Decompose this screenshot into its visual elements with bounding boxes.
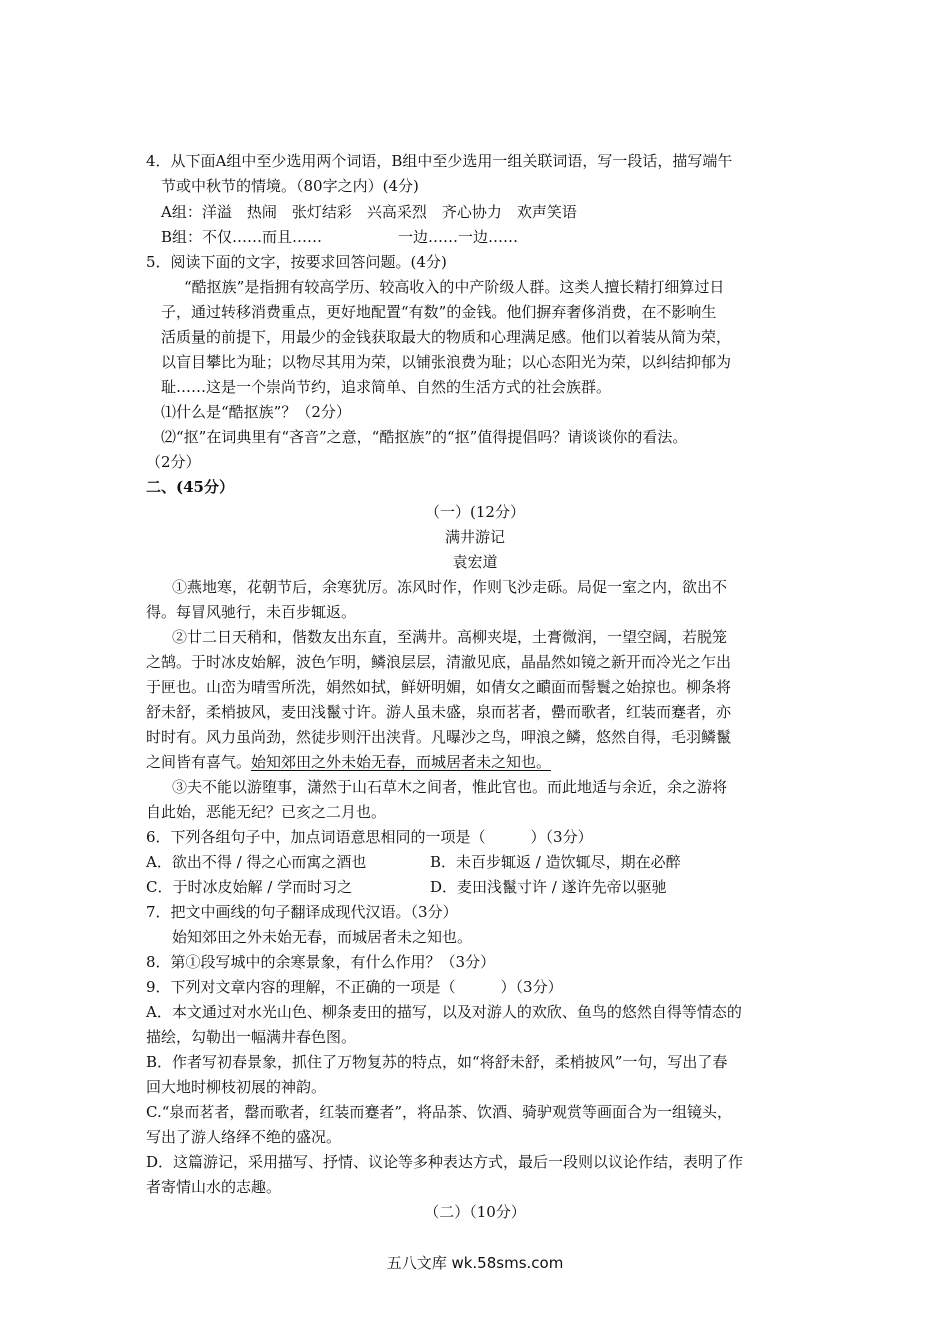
- q4-group-b-second: 一边……一边……: [398, 228, 519, 246]
- passage-author: 袁宏道: [452, 553, 498, 571]
- q6-option-a: A．欲出不得 / 得之心而寓之酒也: [146, 853, 367, 871]
- q5-passage-line: “酷抠族”是指拥有较高学历、较高收入的中产阶级人群。这类人擅长精打细算过日: [184, 278, 725, 296]
- part1-label: （一）(12分）: [425, 503, 525, 521]
- q4-group-b-first: B组：不仅……而且……: [161, 228, 323, 246]
- para2-last-line: [146, 752, 551, 772]
- q4-line2: 节或中秋节的情境。（80字之内）(4分): [161, 177, 419, 195]
- q8-stem: 8．第①段写城中的余寒景象，有什么作用？（3分）: [146, 953, 496, 971]
- q9-option-b: B．作者写初春景象，抓住了万物复苏的特点，如“将舒未舒，柔梢披风”一句，写出了春: [146, 1053, 728, 1071]
- para2-line: 时时有。风力虽尚劲，然徒步则汗出浃背。凡曝沙之鸟，呷浪之鳞，悠然自得，毛羽鳞鬣: [146, 728, 732, 746]
- q6-option-d: D．麦田浅鬣寸许 / 遂许先帝以驱驰: [430, 878, 667, 896]
- q5-sub2-line2: （2分）: [146, 453, 201, 471]
- q9-stem: 9．下列对文章内容的理解，不正确的一项是（ ）（3分）: [146, 978, 563, 996]
- q6-option-b: B．未百步辄返 / 造饮辄尽，期在必醉: [430, 853, 681, 871]
- passage-title: 满井游记: [444, 528, 505, 546]
- q5-passage-line: 以盲目攀比为耻；以物尽其用为荣，以铺张浪费为耻；以心态阳光为荣，以纠结抑郁为: [161, 353, 732, 371]
- q6-stem: 6．下列各组句子中，加点词语意思相同的一项是（ ）（3分）: [146, 828, 593, 846]
- q9-option-c-cont: 写出了游人络绎不绝的盛况。: [146, 1128, 342, 1146]
- para1-line: 得。每冒风驰行，未百步辄返。: [146, 603, 357, 621]
- para3-line: 自此始，恶能无纪？已亥之二月也。: [146, 803, 387, 821]
- q4-line1: 4．从下面A组中至少选用两个词语，B组中至少选用一组关联词语，写一段话，描写端午: [146, 152, 733, 170]
- underlined-sentence: 始知郊田之外未始无春，而城居者未之知也。: [251, 753, 552, 771]
- page-footer: 五八文库 wk.58sms.com: [386, 1254, 564, 1272]
- q6-option-c: C．于时冰皮始解 / 学而时习之: [146, 878, 353, 896]
- q5-passage-line: 活质量的前提下，用最少的金钱获取最大的物质和心理满足感。他们以着装从简为荣，: [161, 328, 732, 346]
- q7-sentence: 始知郊田之外未始无春，而城居者未之知也。: [172, 928, 473, 946]
- para2-line: 舒未舒，柔梢披风，麦田浅鬣寸许。游人虽未盛，泉而茗者，罍而歌者，红装而蹇者，亦: [146, 703, 732, 721]
- q5-heading: 5．阅读下面的文字，按要求回答问题。(4分): [146, 253, 447, 271]
- para2-line: 之鹄。于时冰皮始解，波色乍明，鳞浪层层，清澈见底，晶晶然如镜之新开而冷光之乍出: [146, 653, 732, 671]
- para3-line: ③夫不能以游堕事，潇然于山石草木之间者，惟此官也。而此地适与余近，余之游将: [172, 778, 728, 796]
- part2-label: （二）（10分）: [424, 1203, 526, 1221]
- q9-option-b-cont: 回大地时柳枝初展的神韵。: [146, 1078, 327, 1096]
- q5-passage-line: 耻……这是一个崇尚节约，追求简单、自然的生活方式的社会族群。: [161, 378, 612, 396]
- q5-passage-line: 子，通过转移消费重点，更好地配置“有数”的金钱。他们摒弃奢侈消费，在不影响生: [161, 303, 717, 321]
- q9-option-a-cont: 描绘，勾勒出一幅满井春色图。: [146, 1028, 357, 1046]
- para2-last-plain: 之间皆有喜气。: [146, 753, 252, 771]
- q7-stem: 7．把文中画线的句子翻译成现代汉语。（3分）: [146, 903, 458, 921]
- q5-sub2-line1: ⑵“抠”在词典里有“吝音”之意，“酷抠族”的“抠”值得提倡吗？请谈谈你的看法。: [161, 428, 688, 446]
- q4-group-a: A组：洋溢 热闹 张灯结彩 兴高采烈 齐心协力 欢声笑语: [161, 203, 577, 221]
- q9-option-a: A．本文通过对水光山色、柳条麦田的描写，以及对游人的欢欣、鱼鸟的悠然自得等情态的: [146, 1003, 742, 1021]
- q5-sub1: ⑴什么是“酷抠族”？（2分）: [161, 403, 351, 421]
- q9-option-c: C.“泉而茗者，罄而歌者，红装而蹇者”，将品茶、饮酒、骑驴观赏等画面合为一组镜头，: [146, 1103, 733, 1121]
- para2-line: 于匣也。山峦为晴雪所洗，娟然如拭，鲜妍明媚，如倩女之靧面而髻鬟之始掠也。柳条将: [146, 678, 732, 696]
- para1-line: ①燕地寒，花朝节后，余寒犹厉。冻风时作，作则飞沙走砾。局促一室之内，欲出不: [172, 578, 728, 596]
- para2-line: ②廿二日天稍和，偕数友出东直，至满井。高柳夹堤，土膏微润，一望空阔，若脱笼: [172, 628, 728, 646]
- q9-option-d-cont: 者寄情山水的志趣。: [146, 1178, 282, 1196]
- section2-heading: 二、(45分）: [146, 478, 234, 496]
- q9-option-d: D．这篇游记，采用描写、抒情、议论等多种表达方式，最后一段则以议论作结，表明了作: [146, 1153, 744, 1171]
